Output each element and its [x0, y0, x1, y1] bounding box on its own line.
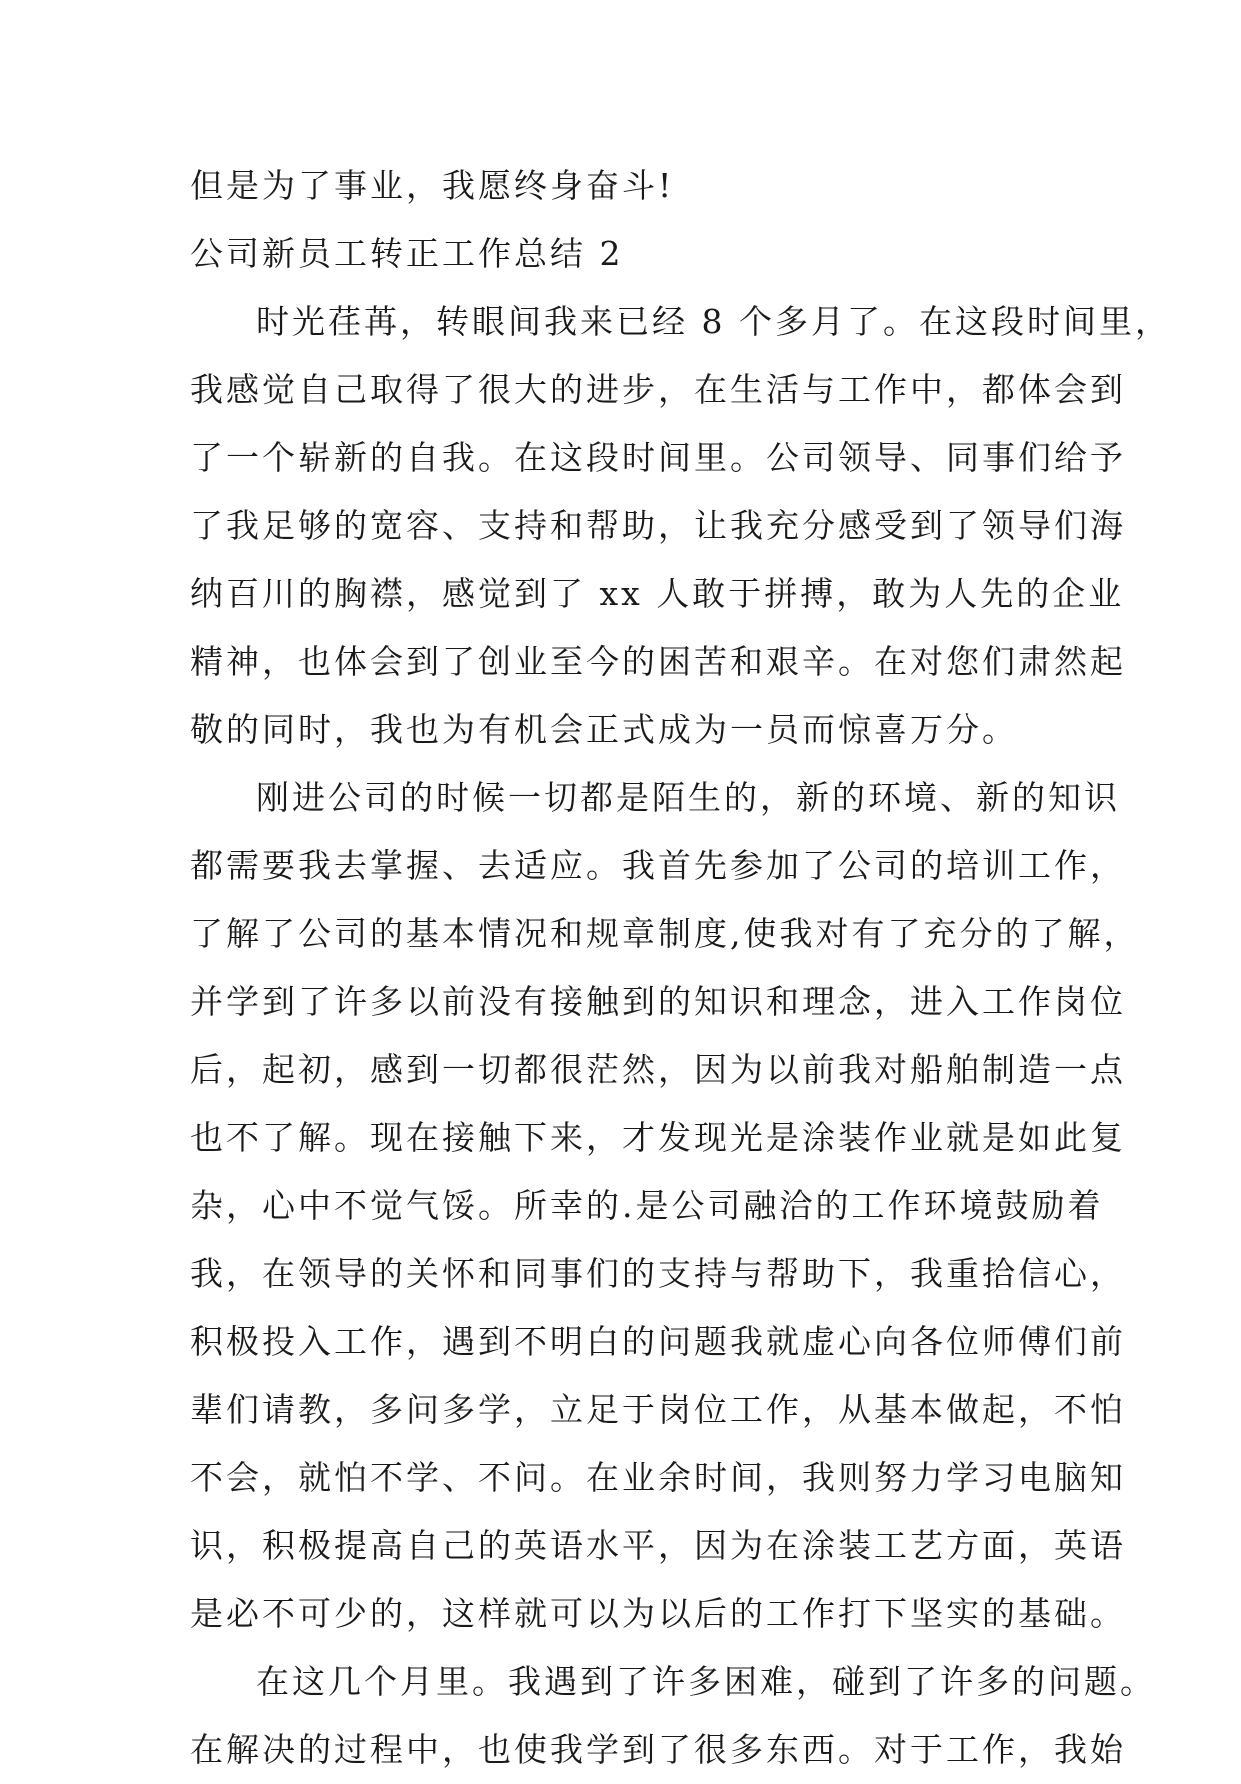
text-line: 是必不可少的，这样就可以为以后的工作打下坚实的基础。 — [190, 1594, 1126, 1633]
text-line: 后，起初，感到一切都很茫然，因为以前我对船舶制造一点 — [190, 1050, 1126, 1089]
text-line: 纳百川的胸襟，感觉到了 xx 人敢于拼搏，敢为人先的企业 — [190, 574, 1125, 613]
section-heading: 公司新员工转正工作总结 2 — [190, 234, 624, 273]
text-line: 了解了公司的基本情况和规章制度,使我对有了充分的了解， — [190, 914, 1140, 953]
text-line: 识，积极提高自己的英语水平，因为在涂装工艺方面，英语 — [190, 1526, 1126, 1565]
text-line: 精神，也体会到了创业至今的困苦和艰辛。在对您们肃然起 — [190, 642, 1126, 681]
text-line: 时光荏苒，转眼间我来已经 8 个多月了。在这段时间里， — [256, 302, 1171, 341]
text-line: 敬的同时，我也为有机会正式成为一员而惊喜万分。 — [190, 710, 1018, 749]
text-line: 辈们请教，多问多学，立足于岗位工作，从基本做起，不怕 — [190, 1390, 1126, 1429]
text-line: 但是为了事业，我愿终身奋斗! — [190, 166, 675, 205]
text-line: 我感觉自己取得了很大的进步，在生活与工作中，都体会到 — [190, 370, 1126, 409]
text-line: 杂，心中不觉气馁。所幸的.是公司融洽的工作环境鼓励着 — [190, 1186, 1104, 1225]
text-line: 了一个崭新的自我。在这段时间里。公司领导、同事们给予 — [190, 438, 1126, 477]
document-body — [190, 152, 1171, 1784]
text-line: 了我足够的宽容、支持和帮助，让我充分感受到了领导们海 — [190, 506, 1126, 545]
text-line: 不会，就怕不学、不问。在业余时间，我则努力学习电脑知 — [190, 1458, 1126, 1497]
text-line: 积极投入工作，遇到不明白的问题我就虚心向各位师傅们前 — [190, 1322, 1126, 1361]
text-line: 在解决的过程中，也使我学到了很多东西。对于工作，我始 — [190, 1730, 1126, 1769]
text-line: 并学到了许多以前没有接触到的知识和理念，进入工作岗位 — [190, 982, 1126, 1021]
text-line: 都需要我去掌握、去适应。我首先参加了公司的培训工作， — [190, 846, 1126, 885]
text-line: 刚进公司的时候一切都是陌生的，新的环境、新的知识 — [256, 778, 1120, 817]
text-line: 我，在领导的关怀和同事们的支持与帮助下，我重拾信心， — [190, 1254, 1126, 1293]
text-line: 也不了解。现在接触下来，才发现光是涂装作业就是如此复 — [190, 1118, 1126, 1157]
text-line: 在这几个月里。我遇到了许多困难，碰到了许多的问题。 — [256, 1662, 1156, 1701]
